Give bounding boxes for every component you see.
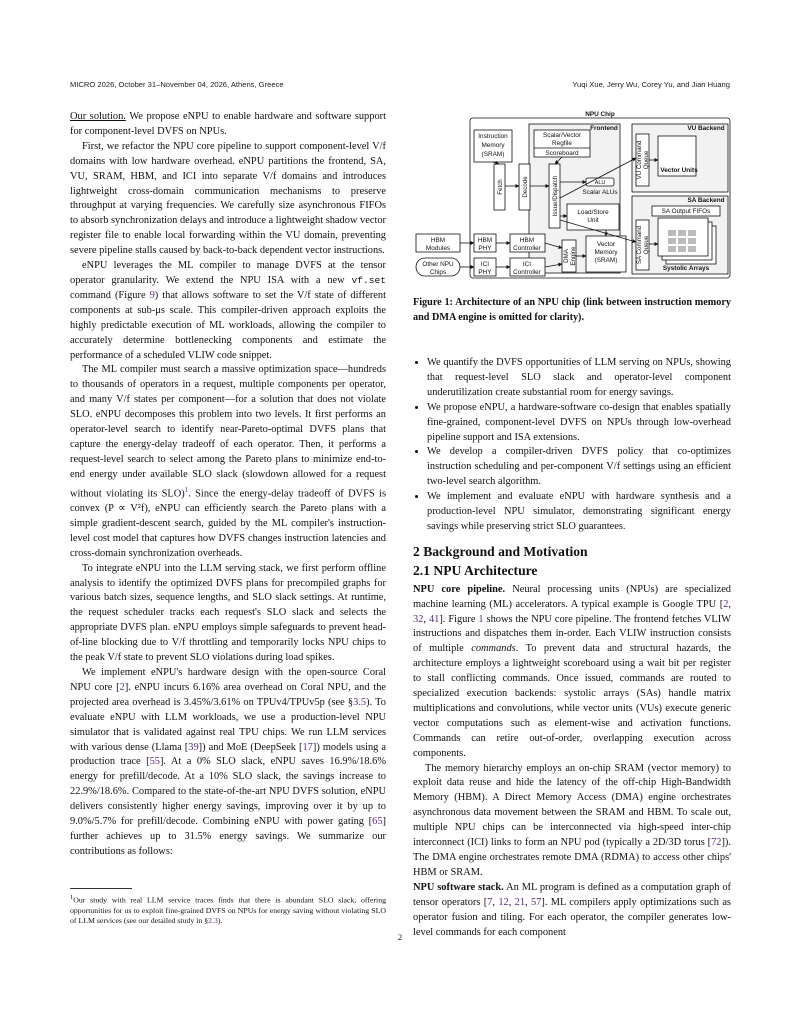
text: ).: [217, 915, 223, 925]
label-sa-cmd-1: SA Command: [636, 225, 643, 265]
run-in-heading: NPU software stack.: [413, 881, 504, 893]
citation-link[interactable]: 2: [723, 598, 729, 610]
paragraph: [70, 259, 386, 363]
section-heading: 2 Background and Motivation: [413, 543, 588, 559]
label-npu-chip: NPU Chip: [585, 111, 615, 118]
label-load-store-1: Load/Store: [577, 209, 609, 216]
npu-architecture-figure: [414, 108, 732, 284]
label-sa-output-fifos: SA Output FIFOs: [661, 208, 711, 215]
label-instr-mem-2: Memory: [481, 142, 505, 149]
label-vu-backend: VU Backend: [687, 125, 725, 132]
run-in-heading: Our solution.: [70, 111, 126, 122]
paragraph: First, we refactor the NPU core pipeline to support component-level V/f domains with low hardware overhead. eNPU partitions the frontend, SA, VU, SRAM, HBM, and ICI into separate V/f domains and introduces lightweight cross-domain communication mechanisms to preserve throughput at varying frequencies. We carefully size asynchronous FIFOs to absorb synchronization delays and introduce a lightweight shadow vector register file to enable local forwarding within the VU domain, preventing severe pipeline stalls caused by back-to-back dependent vector instructions.: [70, 140, 386, 257]
left-column: [70, 110, 386, 860]
text: We implement eNPU's hardware design with the open-source Coral NPU core [: [70, 667, 386, 693]
text: ]) models using a production trace [: [70, 741, 386, 768]
text: shows the NPU core pipeline. The frontend fetches VLIW instructions and dispatches them in-order. Each VLIW instruction consists of multiple: [413, 613, 731, 655]
footnote: [70, 893, 386, 926]
citation-link[interactable]: 17: [302, 741, 313, 753]
label-scalar-alus: Scalar ALUs: [582, 189, 618, 196]
label-hbm-modules-2: Modules: [425, 245, 451, 252]
text: ]) and MoE (DeepSeek [: [198, 741, 303, 753]
footnote-mark-link[interactable]: 1: [184, 485, 189, 494]
right-column: [413, 356, 731, 940]
label-ici-phy-2: PHY: [478, 269, 492, 276]
list-item: • We quantify the DVFS opportunities of LLM serving on NPUs, showing that request-level SLO slack and operator-level component underutilization create substantial room for energy savings.: [427, 356, 731, 401]
label-vector-units: Vector Units: [660, 167, 698, 174]
figure-caption: Figure 1: Architecture of an NPU chip (link between instruction memory and DMA engine is omitted for clarity).: [413, 297, 731, 323]
paragraph-our-solution: [70, 110, 386, 140]
emphasis: commands: [471, 643, 516, 655]
text: ]). The DMA engine orchestrates remote DMA (RDMA) to access other chips' HBM or SRAM.: [413, 837, 731, 878]
figure-ref-link[interactable]: 9: [149, 289, 155, 301]
citation-link[interactable]: 21: [514, 896, 526, 908]
text: eNPU leverages the ML compiler to manage DVFS at the tensor operator granularity. We extend the NPU ISA with a new: [70, 260, 386, 286]
text: We propose eNPU to enable hardware and software support for component-level DVFS on NPUs.: [70, 111, 386, 137]
citation-link[interactable]: 41: [428, 613, 440, 625]
label-fetch: Fetch: [497, 179, 504, 195]
label-vu-cmd-2: Queue: [643, 150, 650, 170]
footnote-number: 1: [70, 894, 74, 901]
label-instr-mem-3: (SRAM): [481, 151, 505, 158]
list-item: • We implement and evaluate eNPU with hardware synthesis and a production-level NPU simulator, demonstrating significant energy savings while preserving strict SLO guarantees.: [427, 490, 731, 535]
text: ]. Figure: [439, 613, 479, 625]
text: command (Figure: [70, 289, 150, 301]
text: ]. ML compilers apply optimizations such as operator fusion and tiling. For each operator, the compiler generates low-level commands for each component: [413, 896, 731, 938]
page-number: 2: [397, 932, 403, 942]
label-other-npu-2: Chips: [429, 269, 447, 276]
citation-link[interactable]: 55: [149, 756, 160, 768]
paragraph: [70, 666, 386, 860]
text: An ML program is defined as a computation graph of tensor operators [: [413, 881, 731, 908]
citation-link[interactable]: 65: [372, 816, 383, 828]
label-hbm-ctrl-2: Controller: [513, 245, 541, 252]
code: vf.set: [351, 274, 386, 286]
label-load-store-2: Unit: [587, 217, 599, 224]
npu-diagram: [414, 108, 732, 284]
citation-link[interactable]: 72: [711, 837, 722, 849]
figure-ref-link[interactable]: 1: [478, 613, 484, 625]
label-ici-phy-1: ICI: [480, 261, 490, 268]
paragraph: [70, 363, 386, 561]
label-hbm-ctrl-1: HBM: [519, 237, 535, 244]
text: . Since the energy-delay tradeoff of DVFS is convex (P ∝ V²f), eNPU can efficiently search the Pareto plans with a simple gradient-descent search, guided by the ML compiler's instruction-level cost model that captures how DVFS changes instruction latencies and cross-domain synchronization overheads.: [70, 488, 386, 559]
text: ). To evaluate eNPU with LLM workloads, we use a production-level NPU simulator that is validated against real TPU chips. We run LLM services with various dense (Llama [: [70, 696, 386, 753]
label-ici-ctrl-1: ICI: [522, 261, 532, 268]
label-other-npu-1: Other NPU: [422, 261, 454, 268]
label-hbm-modules-1: HBM: [430, 237, 446, 244]
label-regfile-2: Regfile: [552, 140, 572, 147]
subsection-heading: 2.1 NPU Architecture: [413, 562, 538, 578]
running-header-left: MICRO 2026, October 31–November 04, 2026, Athens, Greece: [70, 80, 284, 89]
paragraph: To integrate eNPU into the LLM serving stack, we first perform offline analysis to identify the optimized DVFS plans for precompiled graphs for various batch sizes, sequence lengths, and SLO slack settings. At runtime, the request scheduler tracks each request's SLO slack and selects the appropriate DVFS plan. eNPU employs simple safeguards to prevent head-of-line blocking due to V/f throttling and temporarily locks NPU chips to the peak V/f state to prevent SLO violations during load spikes.: [70, 562, 386, 664]
label-issue: Issue/Dispatch: [552, 175, 559, 217]
citation-link[interactable]: 2: [119, 681, 125, 693]
label-vector-mem-3: (SRAM): [594, 257, 618, 264]
label-scoreboard: Scoreboard: [545, 150, 579, 157]
running-header-right: Yuqi Xue, Jerry Wu, Corey Yu, and Jian Huang: [572, 80, 730, 89]
section-ref-link[interactable]: 3.5: [353, 696, 367, 708]
label-systolic-arrays: Systolic Arrays: [662, 265, 710, 272]
list-item: • We develop a compiler-driven DVFS policy that co-optimizes instruction scheduling and per-component V/f settings using an efficient two-level search algorithm.: [427, 445, 731, 490]
citation-link[interactable]: 39: [188, 741, 199, 753]
label-frontend: Frontend: [590, 125, 618, 132]
text: Our study with real LLM service traces finds that there is abundant SLO slack, offering opportunities for us to exploit fine-grained DVFS on NPUs for energy saving without violating SLO of LLM services (see our detailed study in §: [70, 895, 386, 925]
footnote-rule: [70, 888, 132, 889]
label-dma-1: DMA: [563, 249, 570, 263]
run-in-heading: NPU core pipeline.: [413, 583, 506, 595]
label-regfile-1: Scalar/Vector: [542, 132, 582, 139]
label-hbm-phy-1: HBM: [477, 237, 493, 244]
label-alu: ALU: [594, 180, 606, 186]
label-vu-cmd-1: VU Command: [636, 140, 643, 180]
section-ref-link[interactable]: 2.3: [208, 915, 218, 925]
citation-link[interactable]: 32: [413, 613, 424, 625]
text: ) that allows software to set the V/f state of different components at sub-μs scale. This compiler-driven approach exploits the highly predictable execution of ML workloads, allowing the compiler to accurately determine bottlenecking components and estimate the performance of a scheduled VLIW code snippet.: [70, 289, 386, 361]
citation-link[interactable]: 7: [487, 896, 493, 908]
label-instr-mem-1: Instruction: [478, 133, 508, 140]
paragraph: NPU software stack. An ML program is defined as a computation graph of tensor operators [7, 12, 21, 57]. ML compilers apply optimizations such as operator fusion and tiling. For each operator, the compiler generates low-level commands for each component: [413, 881, 731, 938]
label-decode: Decode: [522, 176, 529, 198]
citation-link[interactable]: 12: [498, 896, 509, 908]
label-ici-ctrl-2: Controller: [513, 269, 541, 276]
contributions-list: [413, 356, 731, 535]
text: The ML compiler must search a massive optimization space—hundreds to thousands of operators in a request, multiple components per operator, and many V/f states per component—for a solution that does not violate SLO. eNPU decomposes this problem into two levels. It first performs an operator-level search to identify near-Pareto-optimal DVFS plans that capture the energy-delay tradeoff of each operator. Then, it performs a request-level search to select among the Pareto plans to minimize end-to-end energy under available SLO slack (slowdown allowed for a request without violating its SLO): [70, 364, 386, 500]
citation-link[interactable]: 57: [530, 896, 542, 908]
text: ] further achieves up to 31.5% energy savings. We summarize our contributions as follows:: [70, 816, 386, 857]
paragraph: NPU core pipeline. Neural processing units (NPUs) are specialized machine learning (ML) accelerators. A typical example is Google TPU [2, 32, 41]. Figure 1 shows the NPU core pipeline. The frontend fetches VLIW instructions and dispatches them in-order. Each VLIW instruction consists of multiple commands. To prevent data and structural hazards, the architecture employs a lightweight scoreboard using a wait bit per register to stall conflicting commands. Once issued, commands are routed to specialized execution backends: systolic arrays (SAs) handle matrix multiplications and convolutions, while vector units (VUs) execute generic vector computations such as element-wise and activation functions. Commands can retire out-of-order, overlapping execution across components.: [413, 583, 731, 759]
label-sa-cmd-2: Queue: [643, 235, 650, 255]
text: Neural processing units (NPUs) are specialized machine learning (ML) accelerators. A typical example is Google TPU [: [413, 583, 731, 610]
label-sa-backend: SA Backend: [687, 197, 725, 204]
text: . To prevent data and structural hazards, the architecture employs a lightweight scoreboard using a wait bit per register to stall conflicting commands. Once issued, commands are routed to specialized execution backends: systolic arrays (SAs) handle matrix multiplications and convolutions, while vector units (VUs) execute generic vector computations such as element-wise and activation functions. Commands can retire out-of-order, overlapping execution across components.: [413, 643, 731, 759]
paragraph: [413, 762, 731, 881]
text: ]. eNPU incurs 6.16% area overhead on Coral NPU, and the projected area overhead is 3.45%/3.61% on TPUv4/TPUv5p (see §: [70, 681, 386, 708]
label-vector-mem-2: Memory: [594, 249, 618, 256]
label-dma-2: Engine: [570, 246, 577, 266]
text: ]. At a 0% SLO slack, eNPU saves 16.9%/18.6% energy for prefill/decode. At a 10% SLO slack, the savings increase to 22.9%/18.6%. Compared to the state-of-the-art NPU DVFS solution, eNPU delivers consistently higher energy savings, improving over it by up to 9.0%/5.7% for prefill/decode. Combining eNPU with power gating [: [70, 756, 386, 828]
text: The memory hierarchy employs an on-chip SRAM (vector memory) to exploit data reuse and hide the latency of the off-chip High-Bandwidth Memory (HBM). A Direct Memory Access (DMA) engine orchestrates asynchronous data movement between the SRAM and HBM. To scale out, multiple NPU chips can be interconnected via high-speed inter-chip interconnect (ICI) links to form an NPU pod (typically a 2D/3D torus [: [413, 762, 731, 849]
label-vector-mem-1: Vector: [596, 241, 616, 248]
list-item: • We propose eNPU, a hardware-software co-design that enables spatially fine-grained, component-level DVFS on NPUs through low-overhead pipeline support and ISA extensions.: [427, 401, 731, 446]
label-hbm-phy-2: PHY: [478, 245, 492, 252]
